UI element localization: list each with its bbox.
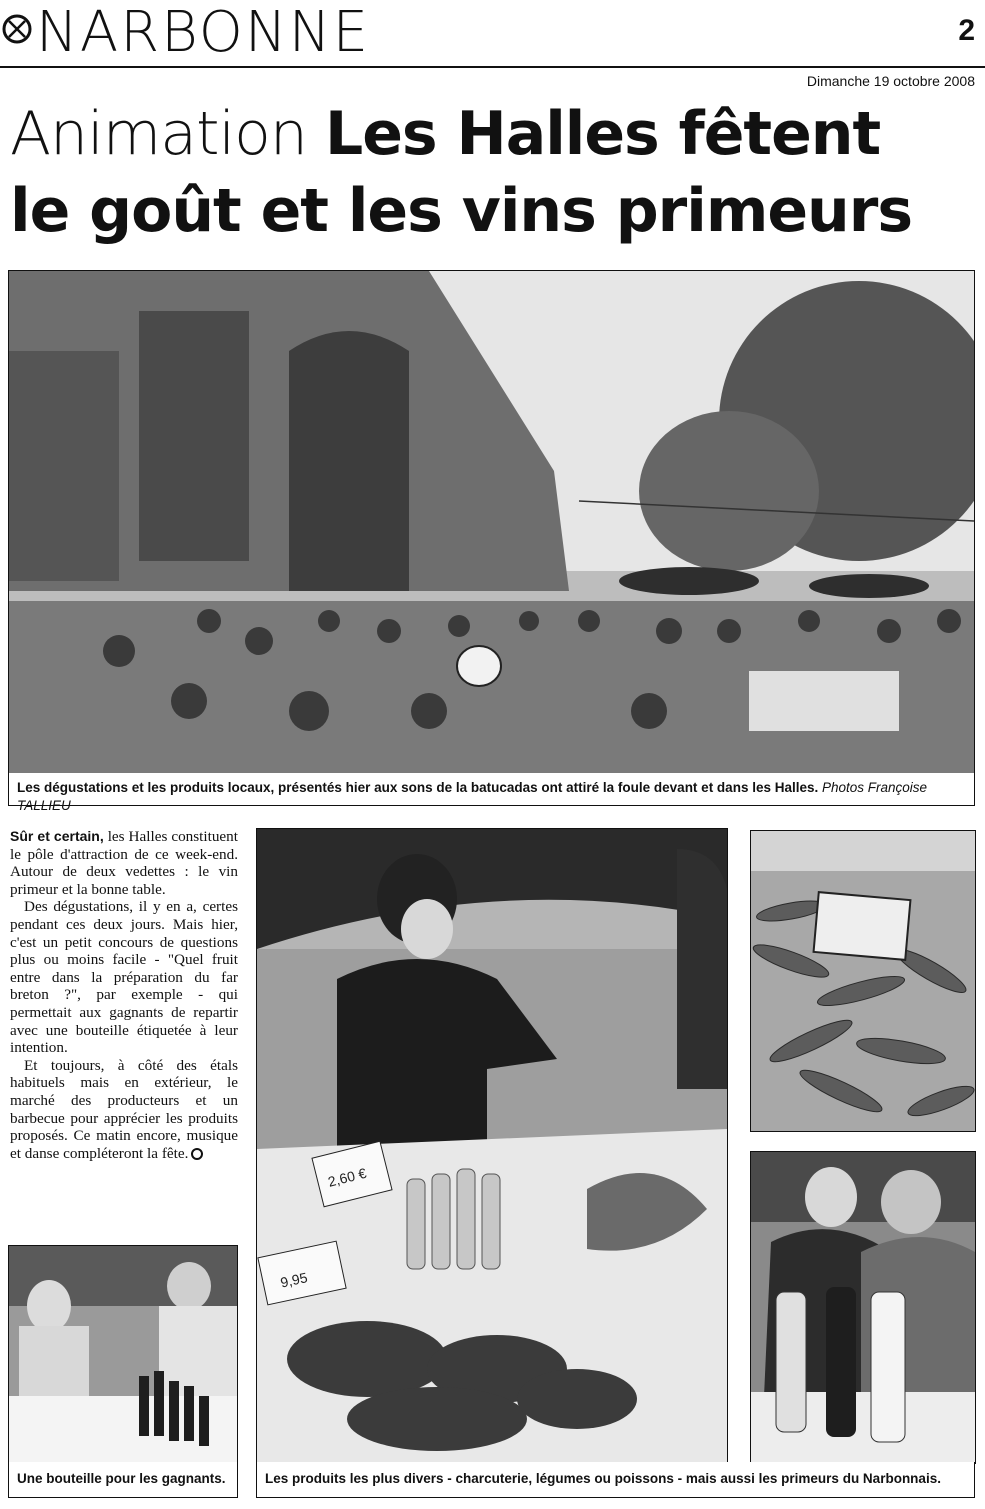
products-caption-text: Les produits les plus divers - charcuterie, légumes ou poissons - mais aussi les primeurs du Narbonnais. bbox=[265, 1471, 941, 1486]
bottles-caption-text: Une bouteille pour les gagnants. bbox=[17, 1471, 226, 1486]
article-paragraph-1-text: les Halles constituent le pôle d'attraction de ce week-end. Autour de deux vedettes : le vin primeur et la bonne table. bbox=[10, 828, 238, 898]
section-title: NARBONNE bbox=[36, 0, 371, 65]
photo-products-charcuterie bbox=[256, 828, 728, 1464]
photo-bottles-winners bbox=[8, 1245, 238, 1464]
bottles-caption bbox=[8, 1462, 238, 1498]
market-hall-crowd-image bbox=[9, 271, 974, 774]
article-body bbox=[10, 828, 238, 1162]
price-sign-1: 2,60 € bbox=[326, 1164, 368, 1190]
page-number: 2 bbox=[958, 14, 975, 47]
photo-wine-tasting bbox=[750, 1151, 976, 1464]
headline-line2: le goût et les vins primeurs bbox=[10, 176, 913, 246]
headline-line1: Les Halles fêtent bbox=[324, 99, 881, 169]
price-sign-2: 9,95 bbox=[278, 1269, 309, 1291]
article-paragraph-2: Des dégustations, il y en a, certes pendant ces deux jours. Mais hier, c'est un petit concours de questions plus ou moins facile - "Quel fruit entre dans la préparation du far breton ?", par exemple - qui permettait aux gagnants de repartir avec une bouteille étiquetée à leur intention. bbox=[10, 898, 238, 1057]
article-lead: Sûr et certain, bbox=[10, 828, 104, 844]
article-paragraph-3 bbox=[10, 1057, 238, 1163]
main-photo-caption-text: Les dégustations et les produits locaux, présentés hier aux sons de la batucadas ont attiré la foule devant et dans les Halles. bbox=[17, 780, 819, 795]
photo-fish-stall bbox=[750, 830, 976, 1132]
photo-credit: Photos Françoise TALLIEU bbox=[17, 780, 928, 813]
end-of-article-icon bbox=[191, 1148, 203, 1160]
charcuterie-stall-image bbox=[257, 829, 727, 1463]
wine-tasting-image bbox=[751, 1152, 975, 1463]
main-photo-caption bbox=[8, 773, 975, 813]
newspaper-logo-icon bbox=[0, 12, 34, 46]
fish-stall-image bbox=[751, 831, 975, 1131]
headline bbox=[10, 96, 975, 250]
headline-kicker: Animation bbox=[10, 99, 307, 169]
publication-date: Dimanche 19 octobre 2008 bbox=[806, 73, 975, 89]
products-caption bbox=[256, 1462, 975, 1498]
article-paragraph-3-text: Et toujours, à côté des étals habituels mais en extérieur, le marché des producteurs et un barbecue pour apprécier les produits proposés. Ce matin encore, musique et danse compléteront la fête. bbox=[10, 1056, 238, 1162]
masthead bbox=[0, 0, 985, 68]
article-paragraph-1 bbox=[10, 828, 238, 898]
main-photo-market-crowd bbox=[8, 270, 975, 775]
bottles-winners-image bbox=[9, 1246, 237, 1463]
